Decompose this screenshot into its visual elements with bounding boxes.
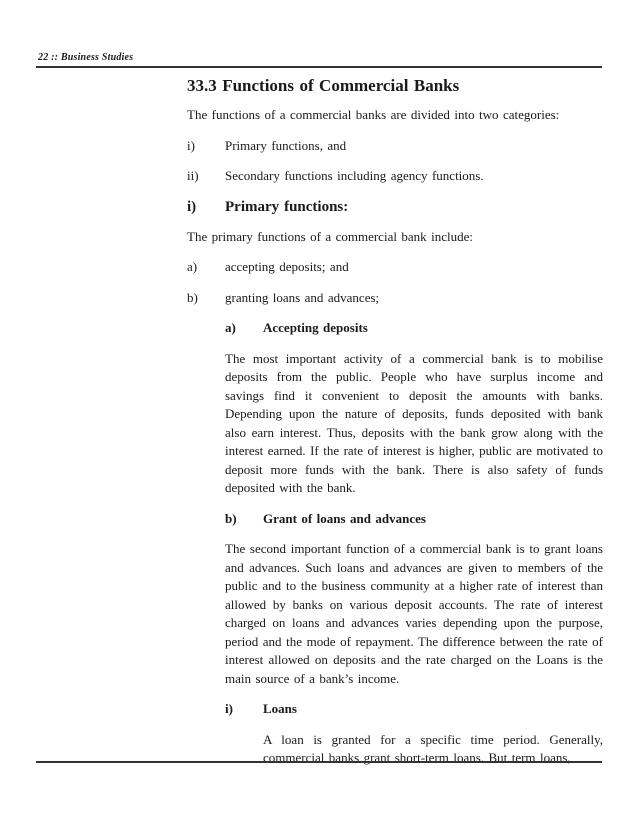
heading-text: Loans [263,701,297,716]
section-title: 33.3 Functions of Commercial Banks [187,76,460,95]
primary-item [187,289,603,308]
heading-marker: b) [225,510,237,526]
running-header: 22 :: Business Studies [38,52,134,63]
list-marker: ii) [187,168,199,183]
list-text: Secondary functions including agency functions. [225,168,484,183]
footer-rule [36,761,602,763]
list-text: accepting deposits; and [225,259,349,274]
heading-text: Grant of loans and advances [263,510,426,526]
heading-text: Primary functions: [225,198,349,215]
list-marker: i) [187,137,195,153]
list-marker: b) [187,289,198,305]
grant-loans-heading [225,510,603,529]
accepting-deposits-body: The most important activity of a commercial bank is to mobilise deposits from the public. People who have surplus income and savings find it convenient to deposit the amounts with banks. Depending upon the nature of deposits, funds deposited with bank also earn interest. Thus, deposits with the bank grow along with the interest earned. If the rate of interest is higher, public are motivated to deposit more funds with the bank. There is also safety of funds deposited with the bank. [225,350,603,495]
loans-body: A loan is granted for a specific time period. Generally, commercial banks grant short-term loans. But term loans, [263,731,603,765]
page-body [187,74,603,768]
accepting-deposits-section [225,319,603,768]
primary-item [187,258,603,277]
list-text: granting loans and advances; [225,289,380,305]
heading-marker: i) [225,701,233,716]
loans-heading [225,700,603,719]
category-item [187,167,603,186]
heading-text: Accepting deposits [263,320,368,335]
category-item [187,137,603,156]
section-intro: The functions of a commercial banks are divided into two categories: [187,107,560,122]
header-rule [36,66,602,68]
accepting-deposits-heading [225,319,603,338]
primary-functions-heading [187,196,603,218]
grant-loans-body: The second important function of a commercial bank is to grant loans and advances. Such loans and advances are given to members of the public and to the business community at a higher rate of interest than allowed by banks on various deposit accounts. The rate of interest charged on loans and advances varies depending upon the purpose, period and the mode of repayment. The difference between the rate of interest allowed on deposits and the rate charged on the Loans is the main source of a bank’s income. [225,541,603,686]
list-marker: a) [187,259,198,274]
heading-marker: a) [225,320,236,335]
list-text: Primary functions, and [225,137,347,153]
heading-marker: i) [187,198,197,215]
primary-intro: The primary functions of a commercial bank include: [187,228,473,244]
